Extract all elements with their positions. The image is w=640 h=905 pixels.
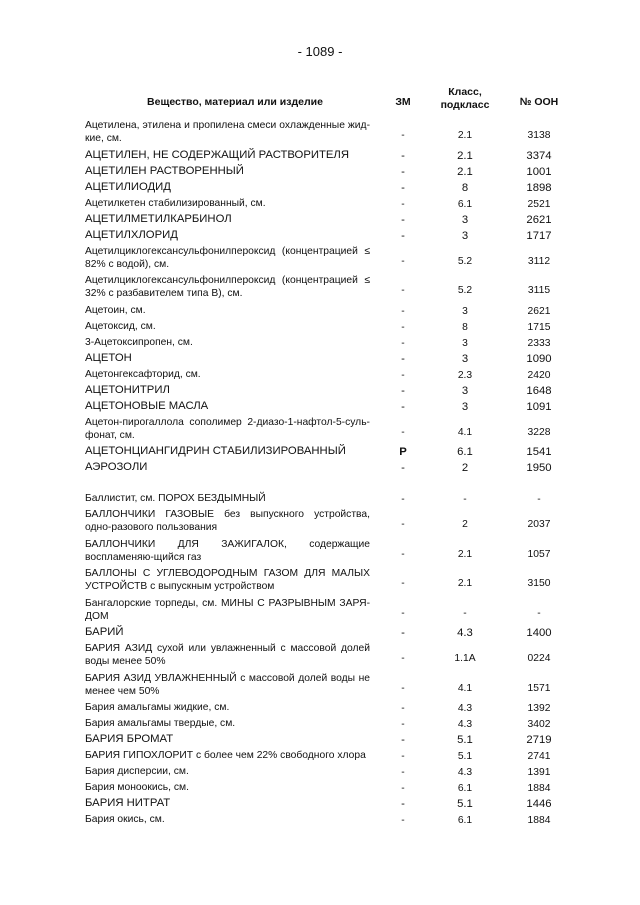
class-value: 5.2 (457, 285, 473, 296)
header-class: Класс, подкласс (440, 86, 490, 111)
class-value: 1.1A (454, 653, 476, 664)
class-value: 8 (461, 181, 469, 194)
zm-mark: - (401, 494, 405, 505)
un-number: 3150 (527, 578, 551, 589)
class-value: 4.3 (457, 767, 473, 778)
substance-name: Ацетоксид, см. (85, 320, 156, 332)
class-value: 3 (461, 384, 469, 397)
substance-name: Бария окись, см. (85, 814, 165, 825)
table-row (85, 212, 565, 228)
un-number: 2420 (527, 369, 551, 381)
class-value: 2.1 (457, 548, 473, 560)
substance-name: АЦЕТИЛЕН, НЕ СОДЕРЖАЩИЙ РАСТВОРИТЕЛЯ (85, 148, 349, 161)
un-number: 1057 (527, 548, 551, 560)
table-row (85, 367, 565, 383)
class-value: 2.1 (457, 149, 473, 162)
table-row (85, 537, 565, 567)
substance-name: АЦЕТИЛМЕТИЛКАРБИНОЛ (85, 212, 232, 225)
page-number: - 1089 - (297, 44, 343, 59)
substance-name: Ацетонгексафторид, см. (85, 368, 201, 380)
un-number: 2333 (527, 337, 551, 349)
un-number: 1571 (527, 682, 551, 694)
table-row (85, 641, 565, 671)
class-value: 2.3 (457, 369, 473, 381)
zm-mark: - (401, 255, 405, 267)
zm-mark: - (401, 751, 405, 762)
header-un-number: № ООН (519, 96, 559, 108)
table-row (85, 228, 565, 244)
un-number: 2037 (527, 519, 551, 530)
substance-name: Ацетилена, этилена и пропилена смеси охлажденные жид-кие, см. (85, 120, 370, 144)
zm-mark: - (401, 798, 405, 810)
un-number: 2719 (526, 734, 552, 746)
substance-name: Бария амальгамы жидкие, см. (85, 702, 230, 713)
table-row (85, 118, 565, 148)
un-number: 2741 (527, 751, 551, 762)
substance-name: Бария моноокись, см. (85, 782, 189, 793)
zm-mark: - (401, 719, 405, 730)
zm-mark: - (401, 181, 405, 194)
zm-mark: - (401, 578, 405, 589)
zm-mark: - (401, 426, 405, 438)
zm-mark: - (401, 165, 405, 178)
substance-name: Ацетилциклогексансульфонилпероксид (концентрацией ≤ 32% с разбавителем типа В), см. (85, 275, 370, 299)
substance-name: БАЛЛОНЫ С УГЛЕВОДОРОДНЫМ ГАЗОМ ДЛЯ МАЛЫХ УСТРОЙСТВ с выпускным устройством (85, 568, 370, 592)
class-value: 3 (461, 400, 469, 413)
table-row (85, 812, 565, 828)
table-row (85, 148, 565, 164)
substance-name: Бария амальгамы твердые, см. (85, 718, 236, 729)
table-row (85, 596, 565, 626)
zm-mark: - (401, 653, 405, 664)
table-row (85, 180, 565, 196)
class-value: 3 (462, 337, 468, 349)
substance-name: БАЛЛОНЧИКИ ДЛЯ ЗАЖИГАЛОК, содержащие воспламеняю-щийся газ (85, 538, 370, 563)
table-header (85, 86, 565, 116)
substance-name: БАЛЛОНЧИКИ ГАЗОВЫЕ без выпускного устройства, одно-разового пользования (85, 509, 370, 533)
zm-mark: Р (399, 446, 407, 458)
un-number: 3374 (526, 149, 552, 162)
class-value: 2.1 (457, 165, 473, 178)
zm-mark: - (401, 305, 405, 317)
class-value: 2.1 (457, 130, 473, 141)
zm-mark: - (401, 815, 405, 826)
table-row (85, 164, 565, 180)
class-value: 4.3 (457, 719, 473, 730)
zm-mark: - (401, 767, 405, 778)
substance-name: БАРИЯ ГИПОХЛОРИТ с более чем 22% свободного хлора (85, 750, 366, 761)
zm-mark: - (401, 337, 405, 349)
un-number: 3228 (527, 426, 551, 438)
substance-name: Ацетоин, см. (85, 304, 146, 316)
substance-name: АЦЕТОНОВЫЕ МАСЛА (85, 399, 209, 412)
table-row (85, 444, 565, 460)
class-value: 2 (461, 462, 469, 474)
substance-name: АЦЕТОНЦИАНГИДРИН СТАБИЛИЗИРОВАННЫЙ (85, 445, 346, 457)
un-number: 3402 (527, 719, 551, 730)
table-row (85, 244, 565, 274)
table-row (85, 716, 565, 732)
class-value: 4.3 (457, 627, 473, 639)
un-number: 0224 (527, 653, 551, 664)
un-number: 3115 (527, 285, 551, 296)
class-value: 6.1 (457, 446, 473, 458)
substance-name: Ацетилциклогексансульфонилпероксид (концентрацией ≤ 82% с водой), см. (85, 245, 370, 270)
table-row (85, 303, 565, 319)
zm-mark: - (401, 149, 405, 162)
table-row (85, 625, 565, 641)
class-value: 5.1 (457, 734, 473, 746)
un-number: 1001 (526, 165, 552, 178)
substance-name: 3-Ацетоксипропен, см. (85, 336, 193, 348)
substance-name: БАРИЯ АЗИД УВЛАЖНЕННЫЙ с массовой долей воды не менее чем 50% (85, 672, 370, 697)
un-number: 1391 (527, 767, 551, 778)
un-number: 1091 (526, 400, 552, 413)
un-number: 2521 (527, 198, 551, 210)
class-value: 5.1 (457, 751, 473, 762)
un-number: - (537, 494, 541, 505)
substance-name: Ацетилкетен стабилизированный, см. (85, 197, 266, 209)
substance-name: БАРИЙ (85, 626, 124, 638)
class-value: 3 (462, 305, 468, 317)
class-value: 6.1 (457, 815, 473, 826)
substance-name: Бария дисперсии, см. (85, 766, 189, 777)
substance-name: БАРИЯ БРОМАТ (85, 733, 174, 745)
class-value: 5.2 (457, 255, 473, 267)
substance-name: Баллистит, см. ПОРОХ БЕЗДЫМНЫЙ (85, 493, 266, 504)
zm-mark: - (401, 734, 405, 746)
table-row (85, 507, 565, 537)
substance-name: АЭРОЗОЛИ (85, 461, 148, 473)
zm-mark: - (401, 321, 405, 333)
class-value: 3 (461, 213, 469, 226)
class-value: 4.1 (457, 426, 473, 438)
table-row (85, 671, 565, 701)
zm-mark: - (401, 352, 405, 365)
zm-mark: - (401, 369, 405, 381)
un-number: 1446 (526, 798, 552, 810)
zm-mark: - (401, 682, 405, 694)
table-row (85, 732, 565, 748)
table-row (85, 476, 565, 491)
un-number: 1715 (527, 321, 551, 333)
un-number: 1950 (526, 462, 552, 474)
table-row (85, 196, 565, 212)
zm-mark: - (401, 607, 405, 619)
table-row (85, 566, 565, 596)
substance-table (85, 118, 565, 828)
table-row (85, 383, 565, 399)
class-value: 8 (462, 321, 468, 333)
substance-name: Бангалорские торпеды, см. МИНЫ С РАЗРЫВНЫМ ЗАРЯ-ДОМ (85, 597, 370, 622)
class-value: 6.1 (457, 783, 473, 794)
un-number: 3112 (527, 255, 551, 267)
table-row (85, 399, 565, 415)
zm-mark: - (401, 384, 405, 397)
zm-mark: - (401, 627, 405, 639)
substance-name: АЦЕТОН (85, 351, 132, 364)
class-value: 3 (461, 352, 469, 365)
table-row (85, 748, 565, 764)
zm-mark: - (401, 400, 405, 413)
table-row (85, 491, 565, 507)
zm-mark: - (401, 783, 405, 794)
zm-mark: - (401, 285, 405, 296)
table-row (85, 460, 565, 476)
class-value: - (463, 607, 467, 619)
class-value: 2.1 (457, 578, 473, 589)
substance-name: АЦЕТИЛЕН РАСТВОРЕННЫЙ (85, 164, 244, 177)
un-number: 1884 (527, 783, 551, 794)
class-value: 2 (462, 519, 468, 530)
class-value: 3 (461, 229, 469, 242)
zm-mark: - (401, 548, 405, 560)
un-number: 1884 (527, 815, 551, 826)
class-value: - (463, 494, 467, 505)
un-number: 1400 (526, 627, 552, 639)
zm-mark: - (401, 462, 405, 474)
zm-mark: - (401, 130, 405, 141)
header-substance: Вещество, материал или изделие (147, 96, 323, 108)
un-number: 1541 (526, 446, 552, 458)
table-row (85, 319, 565, 335)
un-number: - (537, 607, 541, 619)
class-value: 6.1 (457, 198, 473, 210)
substance-name: АЦЕТОНИТРИЛ (85, 383, 170, 396)
un-number: 1392 (527, 703, 551, 714)
substance-name: БАРИЯ АЗИД сухой или увлажненный с массовой долей воды менее 50% (85, 643, 370, 667)
table-row (85, 415, 565, 445)
un-number: 1090 (526, 352, 552, 365)
un-number: 1717 (526, 229, 552, 242)
table-row (85, 780, 565, 796)
table-row (85, 351, 565, 367)
un-number: 3138 (527, 130, 551, 141)
un-number: 2621 (526, 213, 552, 226)
table-row (85, 335, 565, 351)
un-number: 1898 (526, 181, 552, 194)
zm-mark: - (401, 519, 405, 530)
un-number: 2621 (527, 305, 551, 317)
table-row (85, 764, 565, 780)
zm-mark: - (401, 229, 405, 242)
table-row (85, 796, 565, 812)
class-value: 5.1 (457, 798, 473, 810)
zm-mark: - (401, 703, 405, 714)
un-number: 1648 (526, 384, 552, 397)
substance-name: Ацетон-пирогаллола сополимер 2-диазо-1-нафтол-5-суль-фонат, см. (85, 416, 370, 441)
substance-name: АЦЕТИЛИОДИД (85, 180, 171, 193)
substance-name: БАРИЯ НИТРАТ (85, 797, 171, 809)
zm-mark: - (401, 213, 405, 226)
zm-mark: - (401, 198, 405, 210)
substance-name: АЦЕТИЛХЛОРИД (85, 228, 178, 241)
class-value: 4.1 (457, 682, 473, 694)
table-row (85, 273, 565, 303)
table-row (85, 700, 565, 716)
class-value: 4.3 (457, 703, 473, 714)
header-zm: ЗМ (395, 96, 411, 108)
